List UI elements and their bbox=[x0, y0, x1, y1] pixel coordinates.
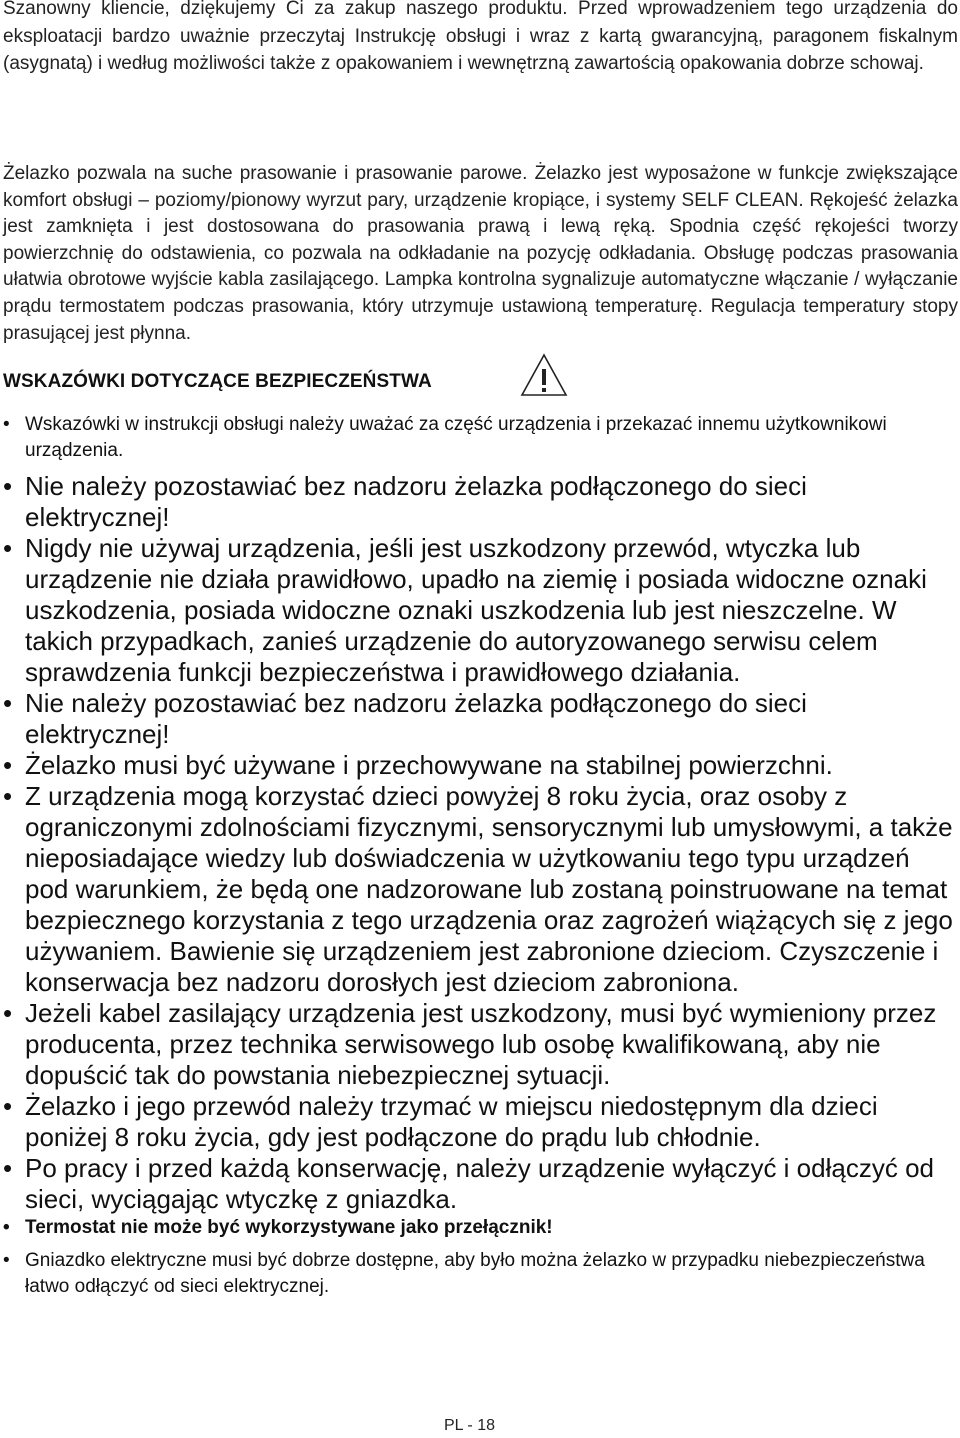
safety-item bbox=[0, 1091, 960, 1153]
safety-item bbox=[0, 1215, 960, 1241]
safety-heading-row bbox=[3, 352, 703, 402]
safety-item bbox=[0, 471, 960, 533]
safety-item bbox=[0, 1153, 960, 1215]
safety-item bbox=[0, 533, 960, 688]
safety-heading: WSKAZÓWKI DOTYCZĄCE BEZPIECZEŃSTWA bbox=[3, 371, 432, 392]
safety-item-text: Po pracy i przed każdą konserwację, należy urządzenie wyłączyć i odłączyć od sieci, wyciągając wtyczkę z gniazdka. bbox=[25, 1153, 934, 1214]
safety-item bbox=[0, 412, 960, 464]
safety-item-text: Z urządzenia mogą korzystać dzieci powyżej 8 roku życia, oraz osoby z ograniczonymi zdolnościami fizycznymi, sensorycznymi lub umysłowymi, a także nieposiadające wiedzy lub doświadczenia w użytkowaniu tego typu urządzeń pod warunkiem, że będą one nadzorowane lub zostaną poinstruowane na temat bezpiecznego korzystania z tego urządzenia oraz zagrożeń wiążących się z jego używaniem. Bawienie się urządzeniem jest zabronione dzieciom. Czyszczenie i konserwacja bez nadzoru dorosłych jest dzieciom zabroniona. bbox=[25, 781, 953, 997]
safety-list bbox=[0, 412, 960, 1307]
safety-item-text: Nie należy pozostawiać bez nadzoru żelazka podłączonego do sieci elektrycznej! bbox=[25, 688, 807, 749]
bullet: • bbox=[3, 471, 13, 501]
bullet: • bbox=[3, 1091, 13, 1121]
bullet: • bbox=[3, 1217, 10, 1238]
bullet: • bbox=[3, 414, 10, 435]
safety-item bbox=[0, 1248, 960, 1300]
bullet: • bbox=[3, 533, 13, 563]
safety-item bbox=[0, 781, 960, 998]
bullet: • bbox=[3, 688, 13, 718]
bullet: • bbox=[3, 781, 13, 811]
bullet: • bbox=[3, 750, 13, 780]
safety-item-text: Nie należy pozostawiać bez nadzoru żelazka podłączonego do sieci elektrycznej! bbox=[25, 471, 807, 532]
safety-item-text: Żelazko musi być używane i przechowywane na stabilnej powierzchni. bbox=[25, 750, 833, 780]
bullet: • bbox=[3, 1250, 10, 1271]
product-description: Żelazko pozwala na suche prasowanie i prasowanie parowe. Żelazko jest wyposażone w funkcje zwiększające komfort obsługi – poziomy/pionowy wyrzut pary, urządzenie kropiące, i systemy SELF CLEAN. Rękojeść żelazka jest zamknięta i jest dostosowana do prasowania prawą i lewą ręką. Spodnia część rękojeści tworzy powierzchnię do odstawienia, co pozwala na odkładanie na pozycję odkładania. Obsługę podczas prasowania ułatwia obrotowe wyjście kabla zasilającego. Lampka kontrolna sygnalizuje automatyczne włączanie / wyłączanie prądu termostatem podczas prasowania, który utrzymuje ustawioną temperaturę. Regulacja temperatury stopy prasującej jest płynna. bbox=[3, 163, 958, 344]
page-number: PL - 18 bbox=[444, 1417, 495, 1434]
intro-paragraph: Szanowny kliencie, dziękujemy Ci za zakup naszego produktu. Przed wprowadzeniem tego urządzenia do eksploatacji bardzo uważnie przeczytaj Instrukcję obsługi i wraz z kartą gwarancyjną, paragonem fiskalnym (asygnatą) i według możliwości także z opakowaniem i wewnętrzną zawartością opakowania dobrze schowaj. bbox=[3, 0, 958, 74]
safety-item-text: Gniazdko elektryczne musi być dobrze dostępne, aby było można żelazko w przypadku niebezpieczeństwa łatwo odłączyć od sieci elektrycznej. bbox=[25, 1250, 925, 1297]
safety-item-text: Termostat nie może być wykorzystywane jako przełącznik! bbox=[25, 1217, 553, 1238]
safety-item-text: Jeżeli kabel zasilający urządzenia jest uszkodzony, musi być wymieniony przez producenta, przez technika serwisowego lub osobę kwalifikowaną, aby nie dopuścić tak do powstania niebezpiecznej sytuacji. bbox=[25, 998, 937, 1090]
bullet: • bbox=[3, 998, 13, 1028]
warning-icon bbox=[519, 352, 569, 398]
safety-item-text: Żelazko i jego przewód należy trzymać w miejscu niedostępnym dla dzieci poniżej 8 roku życia, gdy jest podłączone do prądu lub chłodnie. bbox=[25, 1091, 878, 1152]
safety-item bbox=[0, 688, 960, 750]
safety-item-text: Wskazówki w instrukcji obsługi należy uważać za część urządzenia i przekazać innemu użytkownikowi urządzenia. bbox=[25, 414, 887, 461]
bullet: • bbox=[3, 1153, 13, 1183]
safety-item bbox=[0, 750, 960, 781]
safety-item-text: Nigdy nie używaj urządzenia, jeśli jest uszkodzony przewód, wtyczka lub urządzenie nie działa prawidłowo, upadło na ziemię i posiada widoczne oznaki uszkodzenia, posiada widoczne oznaki uszkodzenia lub jest nieszczelne. W takich przypadkach, zanieś urządzenie do autoryzowanego serwisu celem sprawdzenia funkcji bezpieczeństwa i prawidłowego działania. bbox=[25, 533, 927, 687]
safety-item bbox=[0, 998, 960, 1091]
